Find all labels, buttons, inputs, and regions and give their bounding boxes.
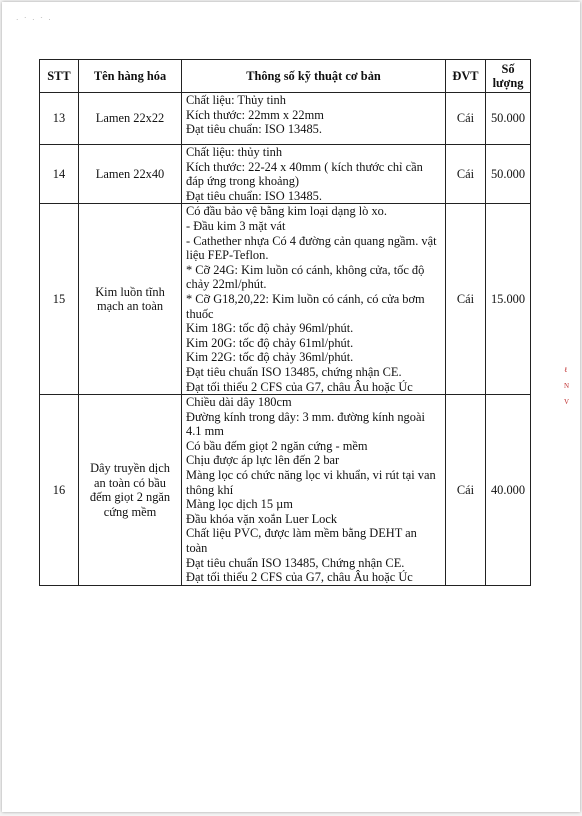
- spec-line: Màng lọc có chức năng lọc vi khuẩn, vi rút tại van thông khí: [186, 468, 436, 497]
- row-stt: 15: [40, 204, 79, 395]
- header-row: [40, 60, 531, 93]
- spec-line: Chất liệu: Thủy tinh: [186, 93, 286, 107]
- row-spec: [182, 204, 446, 395]
- spec-line: Kim 18G: tốc độ chảy 96ml/phút.: [186, 321, 354, 336]
- row-item-name: Kim luồn tĩnh mạch an toàn: [79, 204, 182, 395]
- table-row: [40, 145, 531, 204]
- header-stt: STT: [40, 60, 79, 93]
- edge-stamp-fragment: ℓ N V: [564, 366, 570, 406]
- row-unit: Cái: [446, 395, 486, 586]
- row-spec: [182, 395, 446, 586]
- row-stt: 13: [40, 93, 79, 145]
- spec-line: Chịu được áp lực lên đến 2 bar: [186, 453, 340, 468]
- row-qty: 50.000: [486, 145, 531, 204]
- spec-line: Đạt tiêu chuẩn ISO 13485, chứng nhận CE.: [186, 364, 402, 379]
- spec-line: Có bầu đếm giọt 2 ngăn cứng - mềm: [186, 438, 368, 453]
- row-qty: 40.000: [486, 395, 531, 586]
- spec-line: * Cỡ G18,20,22: Kim luồn có cánh, có cửa bơm thuốc: [186, 291, 425, 321]
- spec-line: Đường kính trong dây: 3 mm. đường kính ngoài 4.1 mm: [186, 409, 425, 439]
- spec-line: - Cathether nhựa Có 4 đường cản quang ngầm. vật liệu FEP-Teflon.: [186, 233, 437, 263]
- spec-line: Đạt tiêu chuẩn: ISO 13485.: [186, 188, 322, 203]
- table-row: [40, 204, 531, 395]
- spec-line: Chất liệu: thủy tinh: [186, 145, 283, 159]
- spec-line: Kim 22G: tốc độ chảy 36ml/phút.: [186, 350, 354, 365]
- row-spec: [182, 93, 446, 145]
- spec-line: Đầu khóa vặn xoắn Luer Lock: [186, 511, 338, 526]
- spec-line: Đạt tối thiểu 2 CFS của G7, châu Âu hoặc Úc: [186, 570, 413, 585]
- row-stt: 14: [40, 145, 79, 204]
- spec-line: Kích thước: 22-24 x 40mm ( kích thước chỉ cần đáp ứng trong khoảng): [186, 159, 423, 189]
- header-qty-line2: lượng: [492, 76, 524, 90]
- spec-line: Chiều dài dây 180cm: [186, 395, 292, 410]
- row-unit: Cái: [446, 93, 486, 145]
- header-spec: Thông số kỹ thuật cơ bản: [182, 60, 446, 93]
- spec-line: Đạt tiêu chuẩn ISO 13485, Chứng nhận CE.: [186, 555, 405, 570]
- header-name: Tên hàng hóa: [79, 60, 182, 93]
- document-page: [2, 2, 580, 812]
- row-item-name: Lamen 22x22: [79, 93, 182, 145]
- spec-line: Chất liệu PVC, được làm mềm bằng DEHT an toàn: [186, 526, 417, 556]
- spec-table: [39, 59, 531, 586]
- spec-line: * Cỡ 24G: Kim luồn có cánh, không cửa, tốc độ chảy 22ml/phút.: [186, 262, 425, 292]
- table-row: [40, 93, 531, 145]
- spec-line: Đạt tiêu chuẩn: ISO 13485.: [186, 122, 322, 137]
- spec-line: Có đầu bảo vệ bằng kim loại dạng lò xo.: [186, 204, 387, 219]
- row-qty: 50.000: [486, 93, 531, 145]
- spec-line: Kích thước: 22mm x 22mm: [186, 107, 324, 122]
- row-unit: Cái: [446, 204, 486, 395]
- row-unit: Cái: [446, 145, 486, 204]
- header-qty: [486, 60, 531, 93]
- header-qty-line1: Số: [501, 62, 515, 76]
- spec-line: Đạt tối thiểu 2 CFS của G7, châu Âu hoặc Úc: [186, 379, 413, 394]
- spec-line: Màng lọc dịch 15 µm: [186, 497, 293, 512]
- row-spec: [182, 145, 446, 204]
- spec-line: Kim 20G: tốc độ chảy 61ml/phút.: [186, 335, 354, 350]
- header-unit: ĐVT: [446, 60, 486, 93]
- row-item-name: Lamen 22x40: [79, 145, 182, 204]
- scan-specks: · ` · ´ ·: [16, 16, 53, 24]
- row-stt: 16: [40, 395, 79, 586]
- row-item-name: Dây truyền dịch an toàn có bầu đếm giọt 2 ngăn cứng mềm: [79, 395, 182, 586]
- row-qty: 15.000: [486, 204, 531, 395]
- spec-line: - Đầu kim 3 mặt vát: [186, 218, 286, 233]
- table-row: [40, 395, 531, 586]
